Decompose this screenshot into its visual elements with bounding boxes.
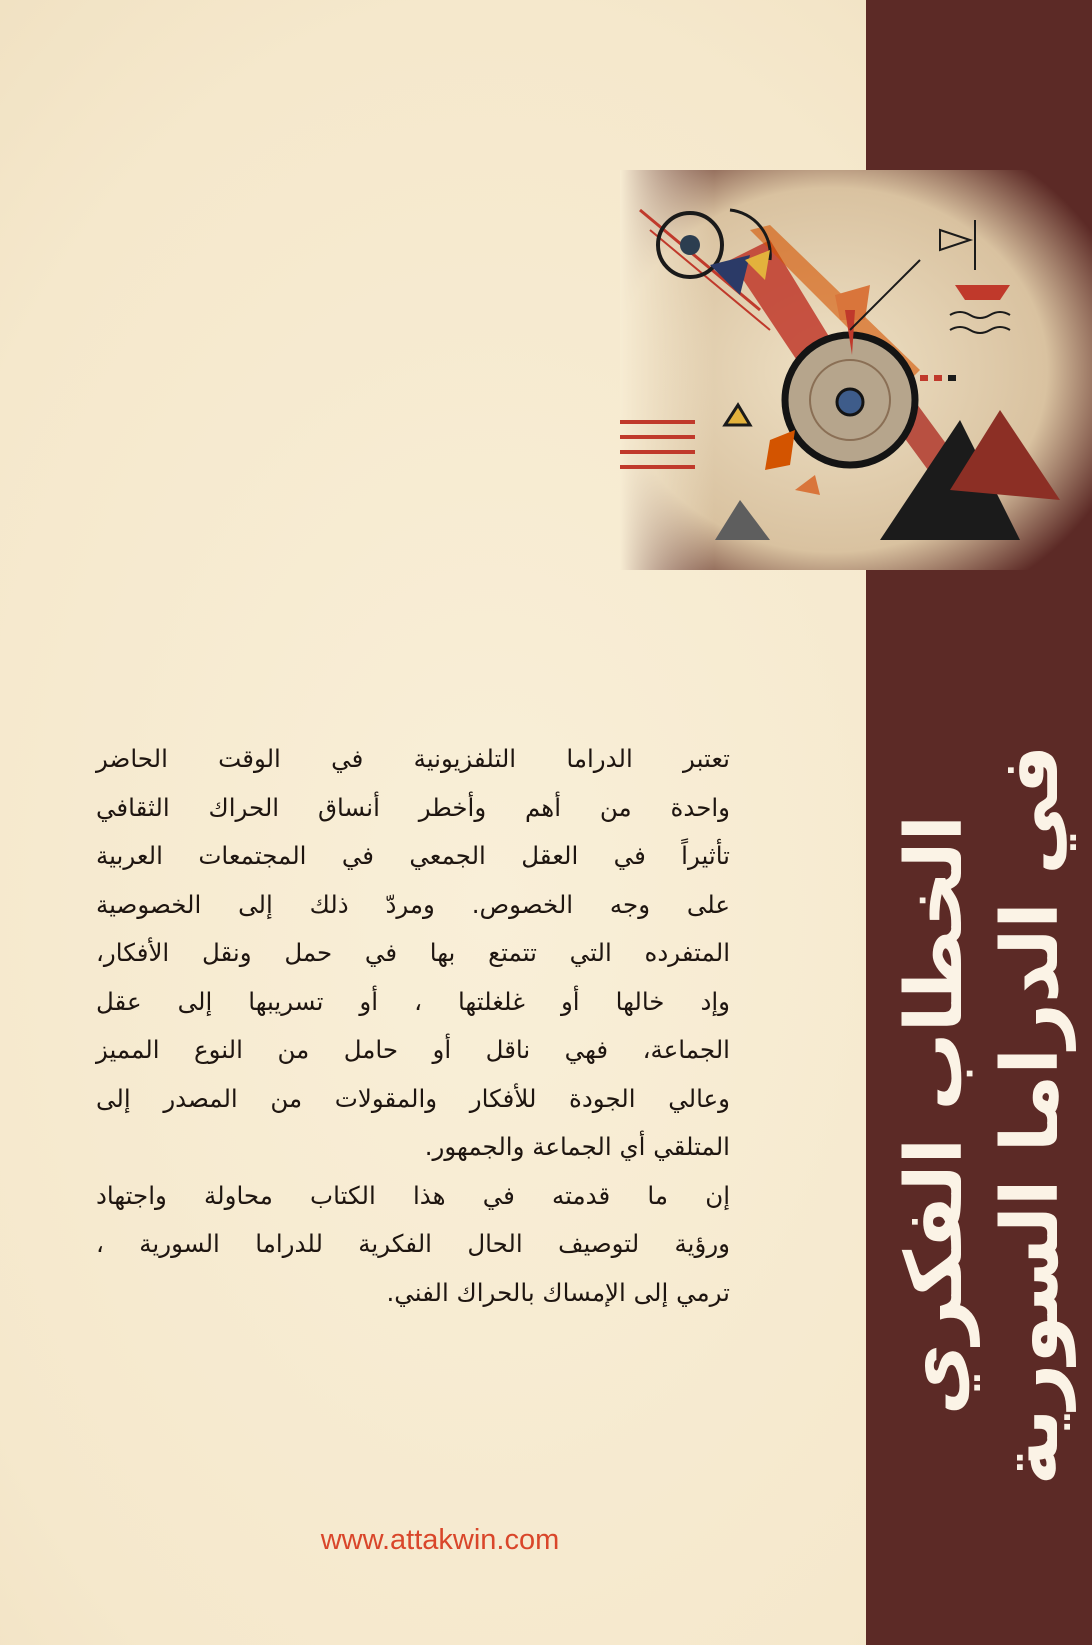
blurb xyxy=(96,735,730,1317)
book-title xyxy=(888,640,1078,1590)
blurb-line: على وجه الخصوص. ومردّ ذلك إلى الخصوصية xyxy=(96,889,730,919)
blurb-line: المتفرده التي تتمتع بها في حمل ونقل الأفكار، xyxy=(96,938,730,967)
blurb-line: المتلقي أي الجماعة والجمهور. xyxy=(424,1132,730,1161)
blurb-line: تعتبر الدراما التلفزيونية في الوقت الحاضر xyxy=(96,744,730,773)
blurb-line: وعالي الجودة للأفكار والمقولات من المصدر إلى xyxy=(96,1083,730,1113)
blurb-line: إن ما قدمته في هذا الكتاب محاولة واجتهاد xyxy=(96,1180,730,1210)
blurb-line: ورؤية لتوصيف الحال الفكرية للدراما السورية ، xyxy=(96,1229,730,1258)
blurb-line: الجماعة، فهي ناقل أو حامل من النوع المميز xyxy=(96,1035,730,1064)
title-line-1: الخطاب الفكري xyxy=(890,814,980,1416)
blurb-line: وإد خالها أو غلغلتها ، أو تسريبها إلى عقل xyxy=(96,986,730,1016)
blurb-line: ترمي إلى الإمساك بالحراك الفني. xyxy=(386,1277,730,1307)
blurb-paragraph-1 xyxy=(96,735,730,1172)
blurb-line: واحدة من أهم وأخطر أنساق الحراك الثقافي xyxy=(96,792,730,822)
title-line-2: في الدراما السورية xyxy=(986,744,1076,1486)
blurb-paragraph-2 xyxy=(96,1172,730,1318)
abstract-artwork xyxy=(620,170,1092,570)
blurb-line: تأثيراً في العقل الجمعي في المجتمعات العربية xyxy=(96,841,730,870)
publisher-website[interactable]: www.attakwin.com xyxy=(320,1524,560,1556)
